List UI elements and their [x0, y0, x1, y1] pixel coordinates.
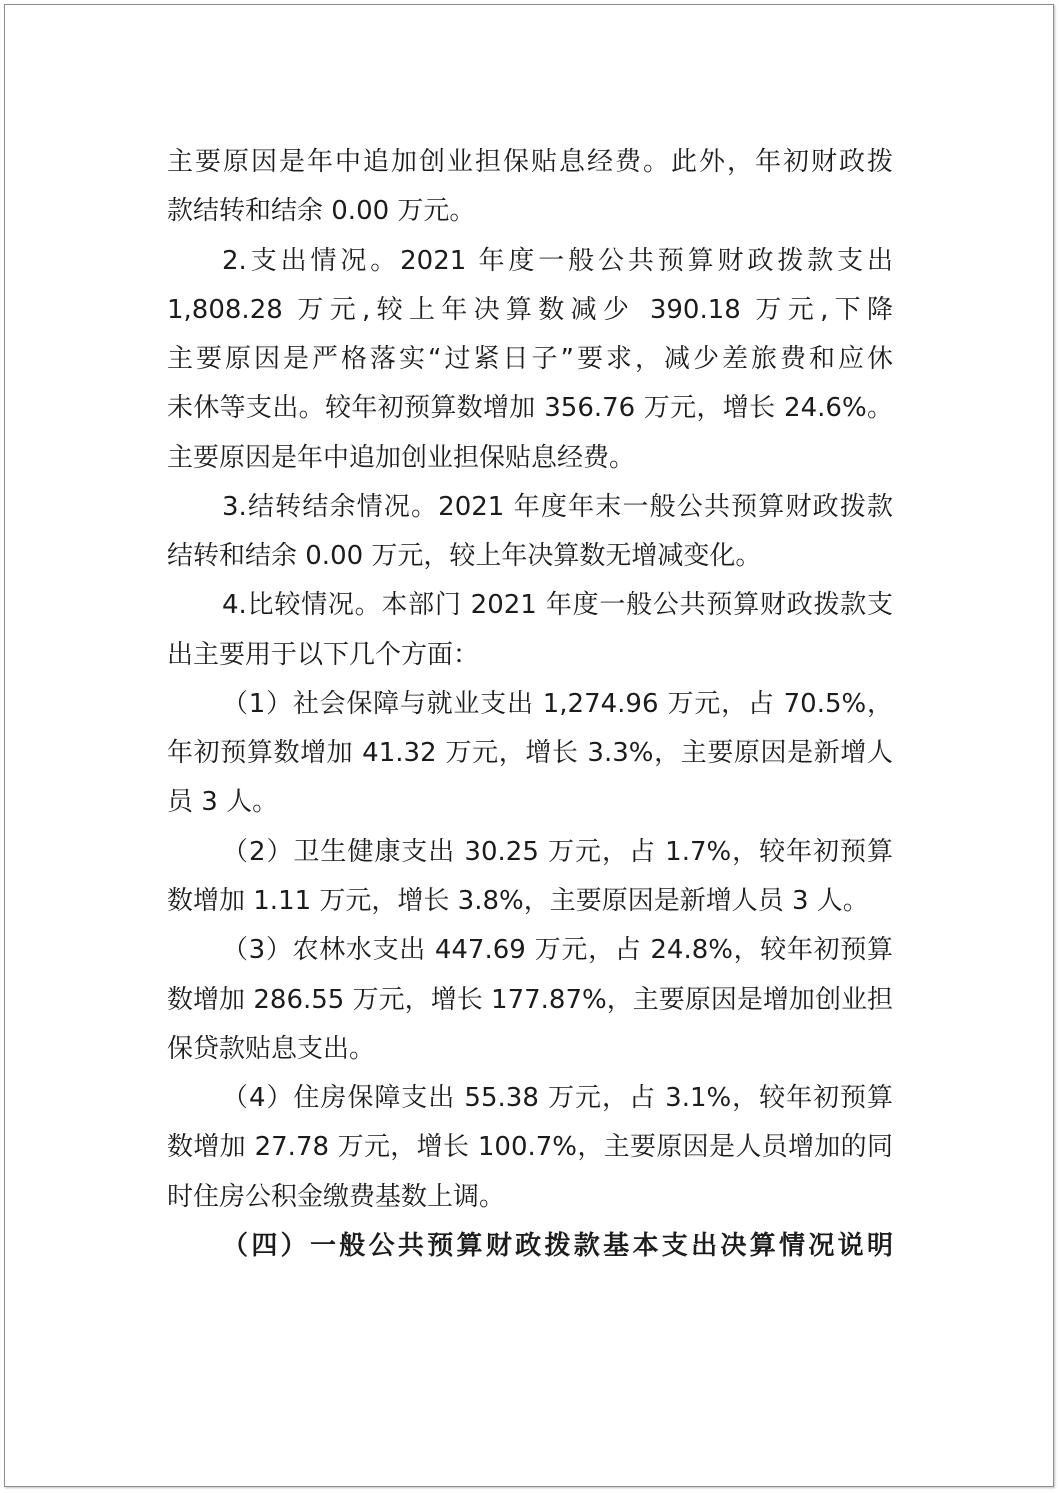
text-line: 数增加 1.11 万元，增长 3.8%，主要原因是新增人员 3 人。 — [167, 885, 869, 916]
text-line: 出主要用于以下几个方面： — [167, 639, 480, 670]
text-line: 数增加 27.78 万元，增长 100.7%，主要原因是人员增加的同 — [167, 1132, 893, 1163]
text-line: 主要原因是年中追加创业担保贴息经费。此外，年初财政拨 — [167, 147, 893, 177]
paragraph-start-line: （1）社会保障与就业支出 1,274.96 万元，占 70.5%， — [222, 688, 893, 719]
text-line: 款结转和结余 0.00 万元。 — [167, 196, 476, 227]
paragraph-start-line: 2.支出情况。2021 年度一般公共预算财政拨款支出 — [222, 245, 893, 276]
section-heading: （四）一般公共预算财政拨款基本支出决算情况说明 — [222, 1230, 893, 1261]
text-line: 1,808.28 万元,较上年决算数减少 390.18 万元,下降 — [167, 294, 893, 325]
text-line: 年初预算数增加 41.32 万元，增长 3.3%，主要原因是新增人 — [167, 738, 893, 769]
text-line: 数增加 286.55 万元，增长 177.87%，主要原因是增加创业担 — [167, 984, 893, 1015]
text-line: 员 3 人。 — [167, 787, 279, 818]
text-line: 时住房公积金缴费基数上调。 — [167, 1181, 506, 1212]
document-body — [167, 138, 893, 1271]
text-line: 未休等支出。较年初预算数增加 356.76 万元，增长 24.6%。 — [167, 393, 893, 424]
text-line: 主要原因是年中追加创业担保贴息经费。 — [167, 442, 636, 473]
paragraph-start-line: 3.结转结余情况。2021 年度年末一般公共预算财政拨款 — [222, 491, 893, 522]
paragraph-start-line: （2）卫生健康支出 30.25 万元，占 1.7%，较年初预算 — [222, 836, 893, 867]
text-line: 结转和结余 0.00 万元，较上年决算数无增减变化。 — [167, 541, 762, 572]
paragraph-start-line: （4）住房保障支出 55.38 万元，占 3.1%，较年初预算 — [222, 1083, 893, 1114]
paragraph-start-line: （3）农林水支出 447.69 万元，占 24.8%，较年初预算 — [222, 935, 893, 966]
paragraph-start-line: 4.比较情况。本部门 2021 年度一般公共预算财政拨款支 — [222, 590, 893, 621]
text-line: 主要原因是严格落实“过紧日子”要求，减少差旅费和应休 — [167, 344, 893, 375]
text-line: 保贷款贴息支出。 — [167, 1033, 376, 1064]
